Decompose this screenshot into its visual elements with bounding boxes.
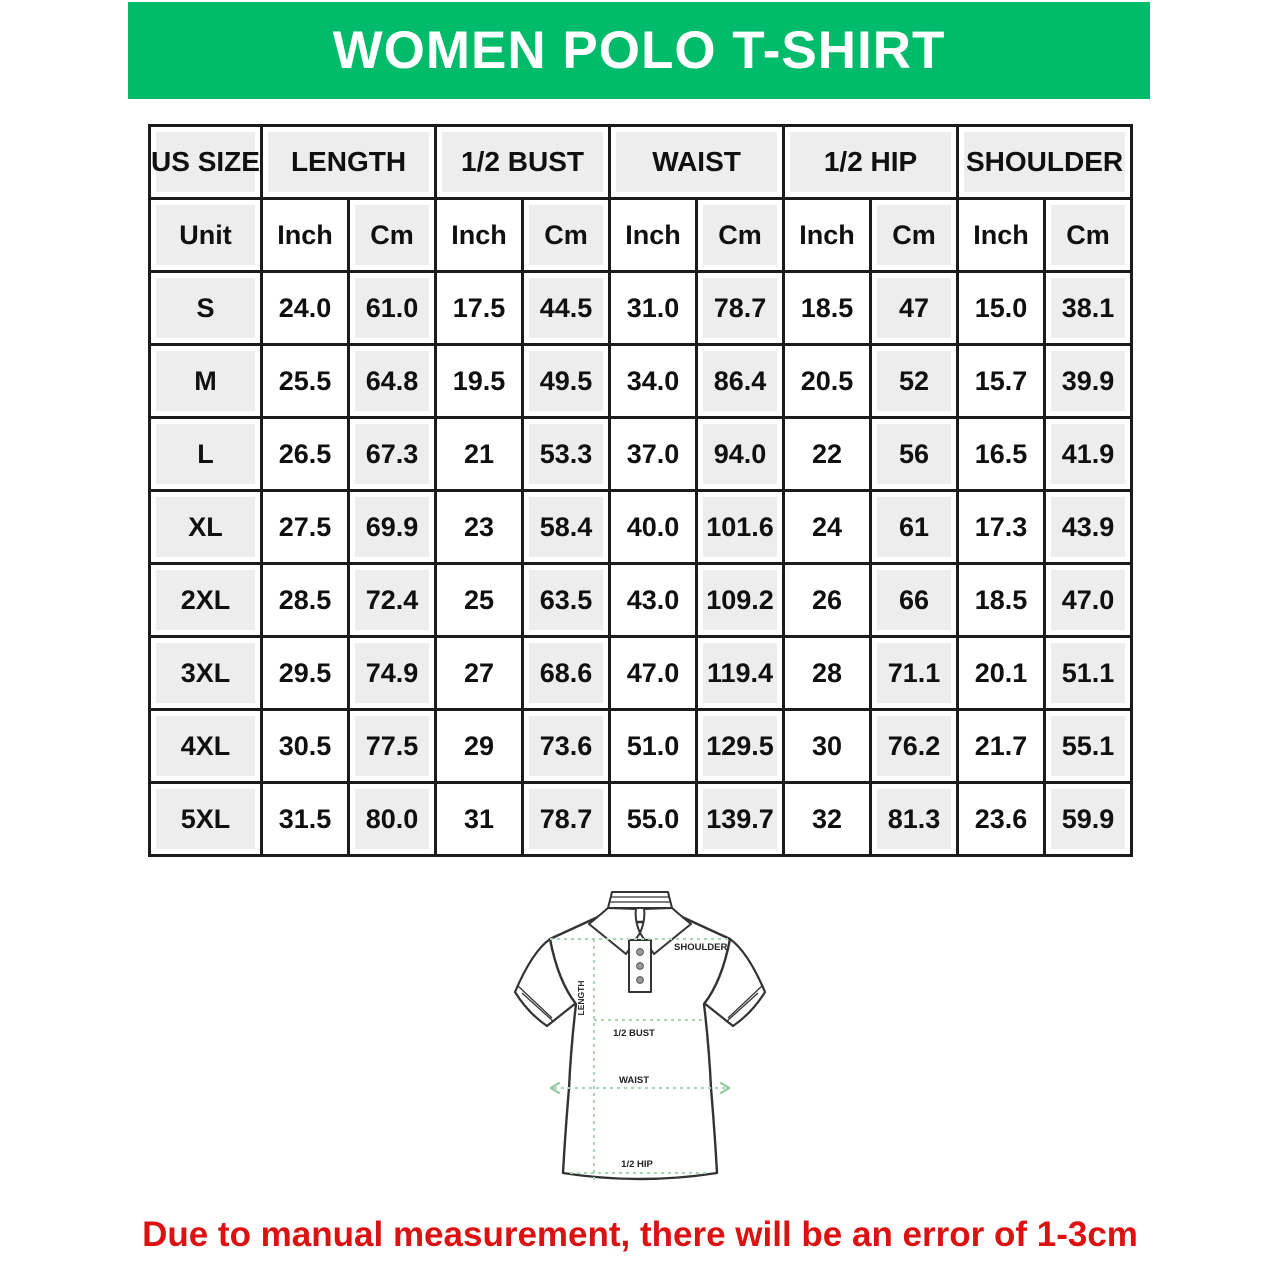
measurement-cell: 28.5 (262, 564, 349, 637)
measurement-cell: 78.7 (523, 783, 610, 856)
measurement-cell: 49.5 (523, 345, 610, 418)
measurement-cell: 52 (871, 345, 958, 418)
measurement-cell: 24 (784, 491, 871, 564)
measurement-cell: 37.0 (610, 418, 697, 491)
measurement-cell: 38.1 (1045, 272, 1132, 345)
measurement-cell: 28 (784, 637, 871, 710)
measurement-cell: 67.3 (349, 418, 436, 491)
measurement-cell: 68.6 (523, 637, 610, 710)
unit-cell: Inch (262, 199, 349, 272)
measurement-cell: 15.0 (958, 272, 1045, 345)
measurement-cell: 43.9 (1045, 491, 1132, 564)
measurement-cell: 22 (784, 418, 871, 491)
size-table-rows (150, 272, 1132, 856)
header-shoulder: SHOULDER (958, 126, 1132, 199)
table-row (150, 491, 1132, 564)
measurement-cell: 18.5 (784, 272, 871, 345)
polo-shirt-svg (488, 886, 792, 1198)
measurement-cell: 53.3 (523, 418, 610, 491)
header-length: LENGTH (262, 126, 436, 199)
header-half-hip: 1/2 HIP (784, 126, 958, 199)
measurement-cell: 44.5 (523, 272, 610, 345)
measurement-cell: 81.3 (871, 783, 958, 856)
measurement-cell: 69.9 (349, 491, 436, 564)
measurement-cell: 59.9 (1045, 783, 1132, 856)
button-icon (637, 977, 644, 984)
measurement-cell: 29 (436, 710, 523, 783)
measurement-cell: 71.1 (871, 637, 958, 710)
measurement-cell: 34.0 (610, 345, 697, 418)
header-waist: WAIST (610, 126, 784, 199)
measurement-cell: 43.0 (610, 564, 697, 637)
table-row (150, 418, 1132, 491)
measurement-cell: 20.1 (958, 637, 1045, 710)
page-title: WOMEN POLO T-SHIRT (332, 21, 946, 80)
measurement-cell: 86.4 (697, 345, 784, 418)
table-row (150, 710, 1132, 783)
measurement-cell: 21 (436, 418, 523, 491)
length-label: LENGTH (576, 980, 586, 1016)
measurement-cell: 139.7 (697, 783, 784, 856)
measurement-cell: 66 (871, 564, 958, 637)
measurement-cell: 16.5 (958, 418, 1045, 491)
unit-cell: Inch (784, 199, 871, 272)
measurement-cell: 39.9 (1045, 345, 1132, 418)
measurement-cell: 23.6 (958, 783, 1045, 856)
buttons (637, 949, 644, 984)
size-chart-table (148, 124, 1133, 857)
header-us-size: US SIZE (150, 126, 262, 199)
size-label: 3XL (150, 637, 262, 710)
measurement-cell: 25 (436, 564, 523, 637)
size-label: 2XL (150, 564, 262, 637)
waist-label: WAIST (618, 1075, 650, 1086)
title-banner (128, 2, 1150, 99)
table-row (150, 564, 1132, 637)
measurement-cell: 109.2 (697, 564, 784, 637)
measurement-cell: 26 (784, 564, 871, 637)
measurement-cell: 26.5 (262, 418, 349, 491)
measurement-cell: 20.5 (784, 345, 871, 418)
unit-cell: Cm (523, 199, 610, 272)
size-label: M (150, 345, 262, 418)
measurement-cell: 47.0 (610, 637, 697, 710)
measurement-cell: 17.5 (436, 272, 523, 345)
measurement-cell: 30 (784, 710, 871, 783)
measurement-cell: 78.7 (697, 272, 784, 345)
measurement-cell: 61 (871, 491, 958, 564)
measurement-cell: 63.5 (523, 564, 610, 637)
size-label: 4XL (150, 710, 262, 783)
measurement-cell: 24.0 (262, 272, 349, 345)
measurement-cell: 21.7 (958, 710, 1045, 783)
size-label: XL (150, 491, 262, 564)
collar-band (608, 892, 672, 908)
unit-cell: Inch (958, 199, 1045, 272)
measurement-cell: 25.5 (262, 345, 349, 418)
table-row (150, 637, 1132, 710)
measurement-cell: 41.9 (1045, 418, 1132, 491)
measurement-cell: 40.0 (610, 491, 697, 564)
unit-label: Unit (150, 199, 262, 272)
measurement-cell: 47 (871, 272, 958, 345)
unit-cell: Inch (610, 199, 697, 272)
header-row (150, 126, 1132, 199)
measurement-note: Due to manual measurement, there will be an error of 1-3cm (142, 1215, 1138, 1254)
measurement-cell: 101.6 (697, 491, 784, 564)
size-label: S (150, 272, 262, 345)
measurement-cell: 19.5 (436, 345, 523, 418)
measurement-cell: 77.5 (349, 710, 436, 783)
measurement-cell: 72.4 (349, 564, 436, 637)
measurement-cell: 94.0 (697, 418, 784, 491)
measurement-cell: 61.0 (349, 272, 436, 345)
measurement-cell: 129.5 (697, 710, 784, 783)
unit-cell: Inch (436, 199, 523, 272)
table-row (150, 783, 1132, 856)
polo-shirt-diagram (488, 886, 792, 1198)
bust-label: 1/2 BUST (613, 1028, 655, 1039)
measurement-cell: 27.5 (262, 491, 349, 564)
measurement-cell: 23 (436, 491, 523, 564)
measurement-cell: 55.0 (610, 783, 697, 856)
measurement-cell: 31.0 (610, 272, 697, 345)
button-icon (637, 963, 644, 970)
measurement-cell: 74.9 (349, 637, 436, 710)
unit-cell: Cm (871, 199, 958, 272)
measurement-cell: 17.3 (958, 491, 1045, 564)
measurement-cell: 29.5 (262, 637, 349, 710)
unit-row (150, 199, 1132, 272)
measurement-cell: 64.8 (349, 345, 436, 418)
measurement-cell: 76.2 (871, 710, 958, 783)
measurement-cell: 18.5 (958, 564, 1045, 637)
measurement-cell: 55.1 (1045, 710, 1132, 783)
measurement-cell: 32 (784, 783, 871, 856)
unit-cell: Cm (697, 199, 784, 272)
table-row (150, 272, 1132, 345)
measurement-cell: 31 (436, 783, 523, 856)
measurement-cell: 30.5 (262, 710, 349, 783)
hip-label: 1/2 HIP (621, 1159, 653, 1170)
size-label: 5XL (150, 783, 262, 856)
measurement-cell: 51.1 (1045, 637, 1132, 710)
measurement-cell: 15.7 (958, 345, 1045, 418)
measurement-cell: 73.6 (523, 710, 610, 783)
measurement-cell: 119.4 (697, 637, 784, 710)
table-row (150, 345, 1132, 418)
measurement-cell: 31.5 (262, 783, 349, 856)
button-icon (637, 949, 644, 956)
measurement-cell: 47.0 (1045, 564, 1132, 637)
measurement-cell: 51.0 (610, 710, 697, 783)
size-label: L (150, 418, 262, 491)
unit-cell: Cm (349, 199, 436, 272)
measurement-cell: 80.0 (349, 783, 436, 856)
measurement-cell: 58.4 (523, 491, 610, 564)
measurement-cell: 56 (871, 418, 958, 491)
unit-cell: Cm (1045, 199, 1132, 272)
measurement-cell: 27 (436, 637, 523, 710)
header-half-bust: 1/2 BUST (436, 126, 610, 199)
shoulder-label: SHOULDER (674, 942, 728, 953)
